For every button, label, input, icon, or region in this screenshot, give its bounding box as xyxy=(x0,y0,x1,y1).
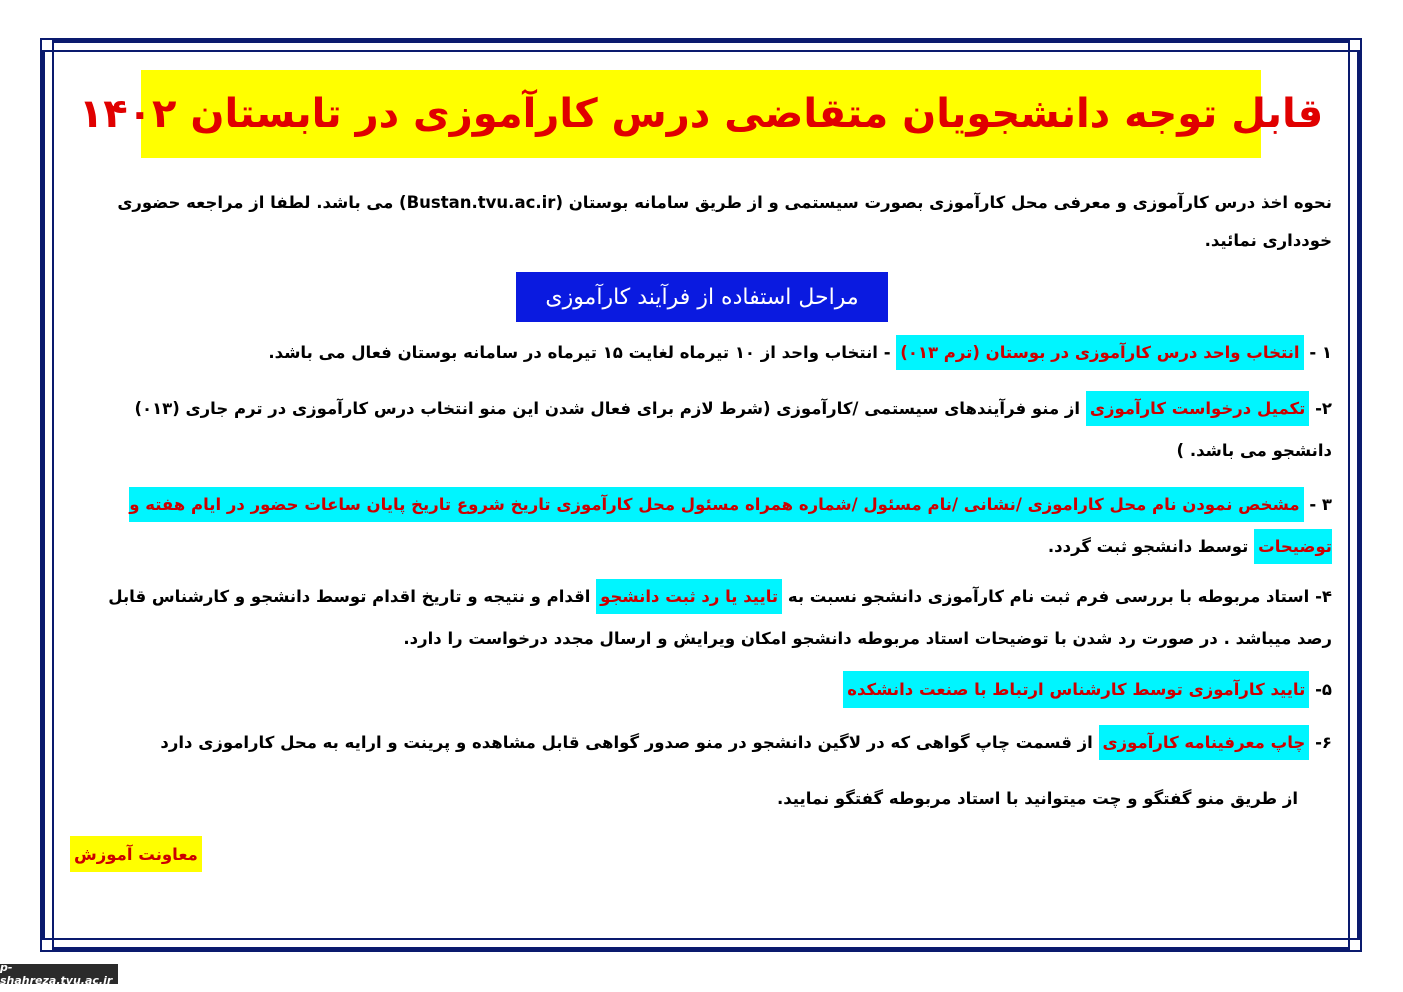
intro-paragraph: نحوه اخذ درس کارآموزی و معرفی محل کارآموزی بصورت سیستمی و از طریق سامانه بوستان (Bustan.tvu.ac.ir) می باشد. لطفا از مراجعه حضوری خودداری نمائید. xyxy=(117,193,1332,250)
announcement-content xyxy=(70,66,1332,936)
step-highlight: تایید یا رد ثبت دانشجو xyxy=(596,579,782,614)
step-highlight: چاپ معرفینامه کارآموزی xyxy=(1099,725,1310,760)
signature: معاونت آموزش xyxy=(70,836,202,872)
step-3 xyxy=(70,484,1332,568)
step-number: ۳ - xyxy=(1309,495,1332,514)
chat-note xyxy=(70,778,1332,820)
step-highlight: تایید کارآموزی توسط کارشناس ارتباط با صنعت دانشکده xyxy=(843,671,1309,708)
step-text: از قسمت چاپ گواهی که در لاگین دانشجو در منو صدور گواهی قابل مشاهده و پرینت و ارایه به محل کاراموزی دارد xyxy=(160,733,1093,752)
step-number: ۶- xyxy=(1315,733,1332,752)
step-4 xyxy=(70,576,1332,660)
corner-ornament xyxy=(1348,38,1362,52)
step-number: ۲- xyxy=(1315,399,1332,418)
corner-ornament xyxy=(40,38,54,52)
step-6 xyxy=(70,722,1332,764)
step-highlight: انتخاب واحد درس کارآموزی در بوستان (ترم ۰۱۳) xyxy=(896,335,1303,370)
step-highlight: مشخص نمودن نام محل کاراموزی /نشانی /نام مسئول /شماره همراه مسئول محل کارآموزی تاریخ شروع تاریخ پایان ساعات حضور در ایام هفته و توضیحات xyxy=(129,487,1332,564)
step-2 xyxy=(70,388,1332,472)
step-1 xyxy=(70,332,1332,374)
step-number: ۴- xyxy=(1315,587,1332,606)
step-text: توسط دانشجو ثبت گردد. xyxy=(1047,537,1249,556)
steps-heading: مراحل استفاده از فرآیند کارآموزی xyxy=(516,272,888,322)
step-text: - انتخاب واحد از ۱۰ تیرماه لغایت ۱۵ تیرماه در سامانه بوستان فعال می باشد. xyxy=(268,343,891,362)
corner-ornament xyxy=(1348,938,1362,952)
step-text: اقدام و نتیجه و تاریخ اقدام توسط دانشجو و کارشناس قابل رصد میباشد . در صورت رد شدن با توضیحات استاد مربوطه دانشجو امکان ویرایش و ارسال مجدد درخواست را دارد. xyxy=(108,587,1332,648)
step-text: از منو فرآیندهای سیستمی /کارآموزی (شرط لازم برای فعال شدن این منو انتخاب درس کارآموزی در ترم جاری (۰۱۳) دانشجو می باشد. ) xyxy=(134,399,1332,460)
corner-ornament xyxy=(40,938,54,952)
step-number: ۱ - xyxy=(1309,343,1332,362)
step-number: ۵- xyxy=(1315,680,1332,699)
site-url-badge: p-shahreza.tvu.ac.ir xyxy=(0,964,118,984)
announcement-title: قابل توجه دانشجویان متقاضی درس کارآموزی در تابستان ۱۴۰۲ xyxy=(141,70,1261,158)
chat-note-text: از طریق منو گفتگو و چت میتوانید با استاد مربوطه گفتگو نمایید. xyxy=(777,789,1298,808)
step-highlight: تکمیل درخواست کارآموزی xyxy=(1086,391,1309,426)
step-5 xyxy=(70,669,1332,711)
step-text-before: استاد مربوطه با بررسی فرم ثبت نام کارآموزی دانشجو نسبت به xyxy=(782,587,1310,606)
